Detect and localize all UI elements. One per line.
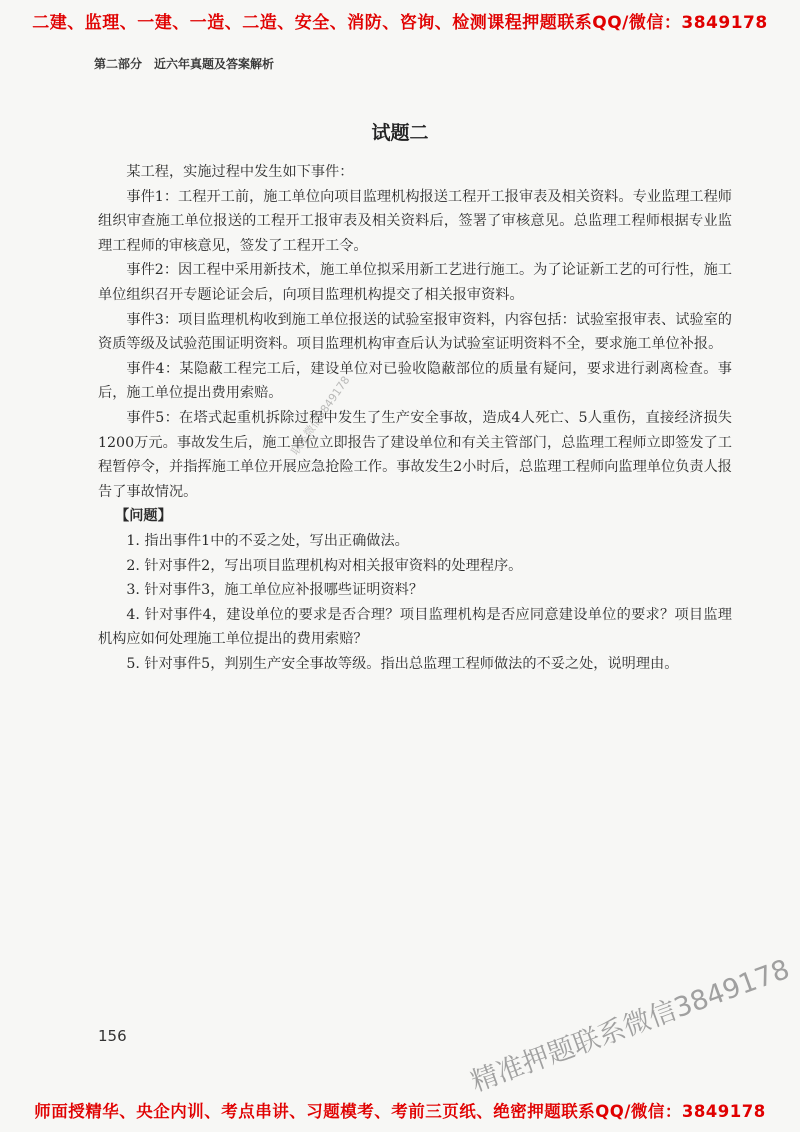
question-body <box>98 160 732 676</box>
question-2: 2. 针对事件2，写出项目监理机构对相关报审资料的处理程序。 <box>126 557 523 574</box>
large-watermark: 精准押题联系微信3849178 <box>467 953 794 1099</box>
question-5: 5. 针对事件5，判别生产安全事故等级。指出总监理工程师做法的不妥之处，说明理由。 <box>126 655 679 672</box>
event-5-paragraph: 事件5：在塔式起重机拆除过程中发生了生产安全事故，造成4人死亡、5人重伤，直接经济损失1200万元。事故发生后，施工单位立即报告了建设单位和有关主管部门，总监理工程师立即签发了工程暂停令，并指挥施工单位开展应急抢险工作。事故发生2小时后，总监理工程师向监理单位负责人报告了事故情况。 <box>98 409 732 500</box>
event-1-paragraph: 事件1：工程开工前，施工单位向项目监理机构报送工程开工报审表及相关资料。专业监理工程师组织审查施工单位报送的工程开工报审表及相关资料后，签署了审核意见。总监理工程师根据专业监理工程师的审核意见，签发了工程开工令。 <box>98 188 732 254</box>
page-number: 156 <box>98 1027 127 1045</box>
bottom-ad-banner: 师面授精华、央企内训、考点串讲、习题模考、考前三页纸、绝密押题联系QQ/微信：3849178 <box>34 1102 766 1121</box>
event-4-paragraph: 事件4：某隐蔽工程完工后，建设单位对已验收隐蔽部位的质量有疑问，要求进行剥离检查。事后，施工单位提出费用索赔。 <box>98 360 732 402</box>
question-4: 4. 针对事件4，建设单位的要求是否合理？项目监理机构是否应同意建设单位的要求？项目监理机构应如何处理施工单位提出的费用索赔？ <box>98 606 732 648</box>
question-1: 1. 指出事件1中的不妥之处，写出正确做法。 <box>126 532 409 549</box>
page-title: 试题二 <box>371 122 429 144</box>
questions-heading: 【问题】 <box>115 508 172 525</box>
question-3: 3. 针对事件3，施工单位应补报哪些证明资料？ <box>126 582 424 599</box>
event-3-paragraph: 事件3：项目监理机构收到施工单位报送的试验室报审资料，内容包括：试验室报审表、试验室的资质等级及试验范围证明资料。项目监理机构审查后认为试验室证明资料不全，要求施工单位补报。 <box>98 311 732 353</box>
small-watermark: 联系微信3849178 <box>288 373 353 458</box>
intro-paragraph: 某工程，实施过程中发生如下事件： <box>126 164 354 180</box>
top-ad-banner: 二建、监理、一建、一造、二造、安全、消防、咨询、检测课程押题联系QQ/微信：3849178 <box>32 13 768 33</box>
event-2-paragraph: 事件2：因工程中采用新技术，施工单位拟采用新工艺进行施工。为了论证新工艺的可行性，施工单位组织召开专题论证会后，向项目监理机构提交了相关报审资料。 <box>98 262 732 303</box>
running-header: 第二部分 近六年真题及答案解析 <box>94 57 275 71</box>
